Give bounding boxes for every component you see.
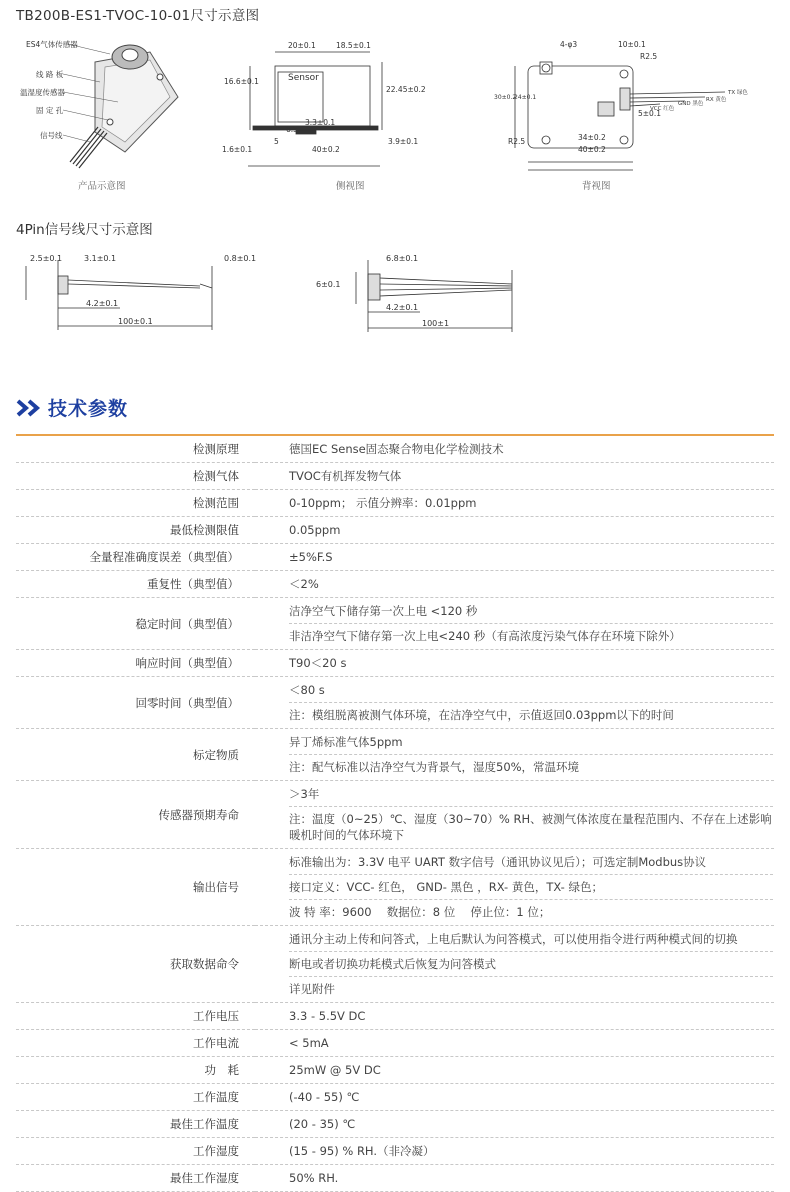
spec-label: 工作湿度 <box>16 1138 255 1165</box>
spec-row <box>16 1084 774 1111</box>
spec-row <box>16 650 774 677</box>
spec-row <box>16 1165 774 1192</box>
back-dim-8: 34±0.2 <box>578 133 606 142</box>
pin-right-dim-2: 6±0.1 <box>316 280 341 289</box>
spec-label: 检测范围 <box>16 490 255 517</box>
spec-value: ±5%F.S <box>289 550 333 564</box>
spec-row <box>16 517 774 544</box>
spec-value: 非洁净空气下储存第一次上电<240 秒（有高浓度污染气体存在环境下除外） <box>289 623 773 648</box>
spec-row <box>16 729 774 781</box>
spec-value-cell <box>255 490 774 517</box>
spec-row <box>16 781 774 849</box>
spec-label: 最佳工作湿度 <box>16 1165 255 1192</box>
spec-value: 0.05ppm <box>289 523 341 537</box>
spec-row <box>16 849 774 926</box>
pin-drawings <box>0 240 790 340</box>
product-label-2: 线 路 板 <box>36 70 64 79</box>
back-dim-1: 4-φ3 <box>560 40 578 49</box>
spec-row <box>16 490 774 517</box>
pin-left-dim-1: 2.5±0.1 <box>30 254 63 263</box>
spec-label: 传感器预期寿命 <box>16 781 255 849</box>
spec-label: 工作温度 <box>16 1084 255 1111</box>
pin-section-title: 4Pin信号线尺寸示意图 <box>16 222 153 238</box>
spec-value-cell <box>255 1165 774 1192</box>
spec-label: 工作电流 <box>16 1030 255 1057</box>
spec-label: 标定物质 <box>16 729 255 781</box>
back-dim-7: 5±0.1 <box>638 109 661 118</box>
spec-value-cell <box>255 571 774 598</box>
side-dim-9: 40±0.2 <box>312 145 340 154</box>
wire-gnd: GND 黑色 <box>678 101 704 107</box>
product-label-3: 温湿度传感器 <box>20 88 65 97</box>
wire-tx: TX 绿色 <box>728 90 748 96</box>
back-dim-5: 24±0.1 <box>514 94 537 101</box>
spec-value-cell <box>255 781 774 849</box>
wire-vcc: VCC 红色 <box>650 106 675 112</box>
spec-label: 输出信号 <box>16 849 255 926</box>
pin-left-dim-2: 3.1±0.1 <box>84 254 117 263</box>
spec-value-cell <box>255 849 774 926</box>
spec-label: 检测气体 <box>16 463 255 490</box>
tech-section-header <box>16 394 128 421</box>
spec-label: 获取数据命令 <box>16 926 255 1003</box>
spec-value: ＜80 s <box>289 683 325 697</box>
side-dim-1: 20±0.1 <box>288 41 316 50</box>
spec-label: 重复性（典型值） <box>16 571 255 598</box>
spec-value: 25mW @ 5V DC <box>289 1063 381 1077</box>
pin-right-dim-4: 100±1 <box>422 319 450 328</box>
product-label-5: 信号线 <box>40 131 63 140</box>
side-dim-3: 16.6±0.1 <box>224 77 259 86</box>
spec-value: 注：模组脱离被测气体环境，在洁净空气中，示值返回0.03ppm以下的时间 <box>289 702 773 727</box>
spec-value-cell <box>255 1003 774 1030</box>
product-label-4: 固 定 孔 <box>36 106 64 115</box>
spec-value: TVOC有机挥发物气体 <box>289 469 402 483</box>
pin-right-dim-1: 6.8±0.1 <box>386 254 419 263</box>
spec-value: ＞3年 <box>289 787 320 801</box>
spec-value-cell <box>255 1030 774 1057</box>
spec-value: (20 - 35) ℃ <box>289 1117 356 1131</box>
product-sketch <box>63 44 178 168</box>
pin-left-dim-4: 4.2±0.1 <box>86 299 119 308</box>
spec-value: 详见附件 <box>289 976 773 1001</box>
back-dim-2: 10±0.1 <box>618 40 646 49</box>
spec-row <box>16 677 774 729</box>
spec-value-cell <box>255 436 774 463</box>
spec-value-cell <box>255 1111 774 1138</box>
spec-value: T90＜20 s <box>289 656 347 670</box>
spec-value-cell <box>255 544 774 571</box>
pin-left-dim-5: 100±0.1 <box>118 317 153 326</box>
spec-label: 最低检测限值 <box>16 517 255 544</box>
spec-value: (15 - 95) % RH.（非冷凝） <box>289 1144 435 1158</box>
double-chevron-icon <box>16 398 42 418</box>
spec-value-cell <box>255 729 774 781</box>
back-dim-4: 30±0.2 <box>494 94 517 101</box>
side-sensor-label: Sensor <box>288 73 319 83</box>
wire-rx: RX 黄色 <box>706 97 727 103</box>
spec-value-cell <box>255 677 774 729</box>
spec-value: (-40 - 55) ℃ <box>289 1090 360 1104</box>
spec-row <box>16 1057 774 1084</box>
spec-value: 异丁烯标准气体5ppm <box>289 735 403 749</box>
spec-value: 50% RH. <box>289 1171 339 1185</box>
side-dim-8: 1.6±0.1 <box>222 145 253 154</box>
spec-row <box>16 436 774 463</box>
side-dim-5: 3.3±0.1 <box>305 118 336 127</box>
spec-label: 工作电压 <box>16 1003 255 1030</box>
spec-value-cell <box>255 926 774 1003</box>
spec-row <box>16 1003 774 1030</box>
spec-value: 注：配气标准以洁净空气为背景气，湿度50%，常温环境 <box>289 754 773 779</box>
spec-value: 断电或者切换功耗模式后恢复为问答模式 <box>289 951 773 976</box>
spec-value-cell <box>255 463 774 490</box>
spec-row <box>16 1030 774 1057</box>
dimension-drawings <box>0 22 790 197</box>
spec-label: 响应时间（典型值） <box>16 650 255 677</box>
caption-product: 产品示意图 <box>78 181 126 192</box>
side-dim-6: 6.5 <box>286 125 298 134</box>
side-dim-2: 18.5±0.1 <box>336 41 371 50</box>
spec-value: ＜2% <box>289 577 319 591</box>
spec-value-cell <box>255 650 774 677</box>
caption-side: 侧视图 <box>336 181 365 192</box>
back-dim-6: R2.5 <box>508 137 526 146</box>
caption-back: 背视图 <box>582 181 611 192</box>
spec-value: 通讯分主动上传和问答式，上电后默认为问答模式，可以使用指令进行两种模式间的切换 <box>289 932 738 946</box>
spec-value: 注：温度（0~25）℃、湿度（30~70）% RH、被测气体浓度在量程范围内、不存在上述影响暖机时间的气体环境下 <box>289 806 773 847</box>
spec-row <box>16 598 774 650</box>
spec-row <box>16 1111 774 1138</box>
spec-label: 最佳工作温度 <box>16 1111 255 1138</box>
spec-value-cell <box>255 598 774 650</box>
spec-value-cell <box>255 517 774 544</box>
spec-value: 0-10ppm； 示值分辨率：0.01ppm <box>289 496 477 510</box>
side-dim-10: 3.9±0.1 <box>388 137 419 146</box>
spec-row <box>16 926 774 1003</box>
spec-row <box>16 544 774 571</box>
spec-label: 全量程准确度误差（典型值） <box>16 544 255 571</box>
pin-right-dim-3: 4.2±0.1 <box>386 303 419 312</box>
spec-label: 功 耗 <box>16 1057 255 1084</box>
spec-table <box>16 436 774 1192</box>
spec-row <box>16 1138 774 1165</box>
back-view-sketch <box>515 62 725 170</box>
back-dim-9: 40±0.2 <box>578 145 606 154</box>
spec-value: < 5mA <box>289 1036 329 1050</box>
spec-value-cell <box>255 1057 774 1084</box>
back-dim-3: R2.5 <box>640 52 658 61</box>
spec-value: 德国EC Sense固态聚合物电化学检测技术 <box>289 442 504 456</box>
spec-value: 3.3 - 5.5V DC <box>289 1009 366 1023</box>
side-dim-4: 22.45±0.2 <box>386 85 426 94</box>
spec-value-cell <box>255 1138 774 1165</box>
tech-section-title: 技术参数 <box>48 398 129 420</box>
spec-label: 回零时间（典型值） <box>16 677 255 729</box>
spec-value: 接口定义：VCC- 红色， GND- 黑色 ，RX- 黄色，TX- 绿色； <box>289 874 773 899</box>
side-dim-7: 5 <box>274 137 279 146</box>
spec-row <box>16 571 774 598</box>
product-label-1: ES4气体传感器 <box>26 40 78 49</box>
spec-value: 洁净空气下储存第一次上电 <120 秒 <box>289 604 478 618</box>
pin-left-dim-3: 0.8±0.1 <box>224 254 257 263</box>
spec-value: 波 特 率：9600 数据位：8 位 停止位：1 位； <box>289 899 773 924</box>
spec-label: 检测原理 <box>16 436 255 463</box>
spec-label: 稳定时间（典型值） <box>16 598 255 650</box>
spec-value-cell <box>255 1084 774 1111</box>
page-title: TB200B-ES1-TVOC-10-01尺寸示意图 <box>16 8 260 24</box>
spec-row <box>16 463 774 490</box>
spec-value: 标准输出为：3.3V 电平 UART 数字信号（通讯协议见后）；可选定制Modbus协议 <box>289 855 707 869</box>
